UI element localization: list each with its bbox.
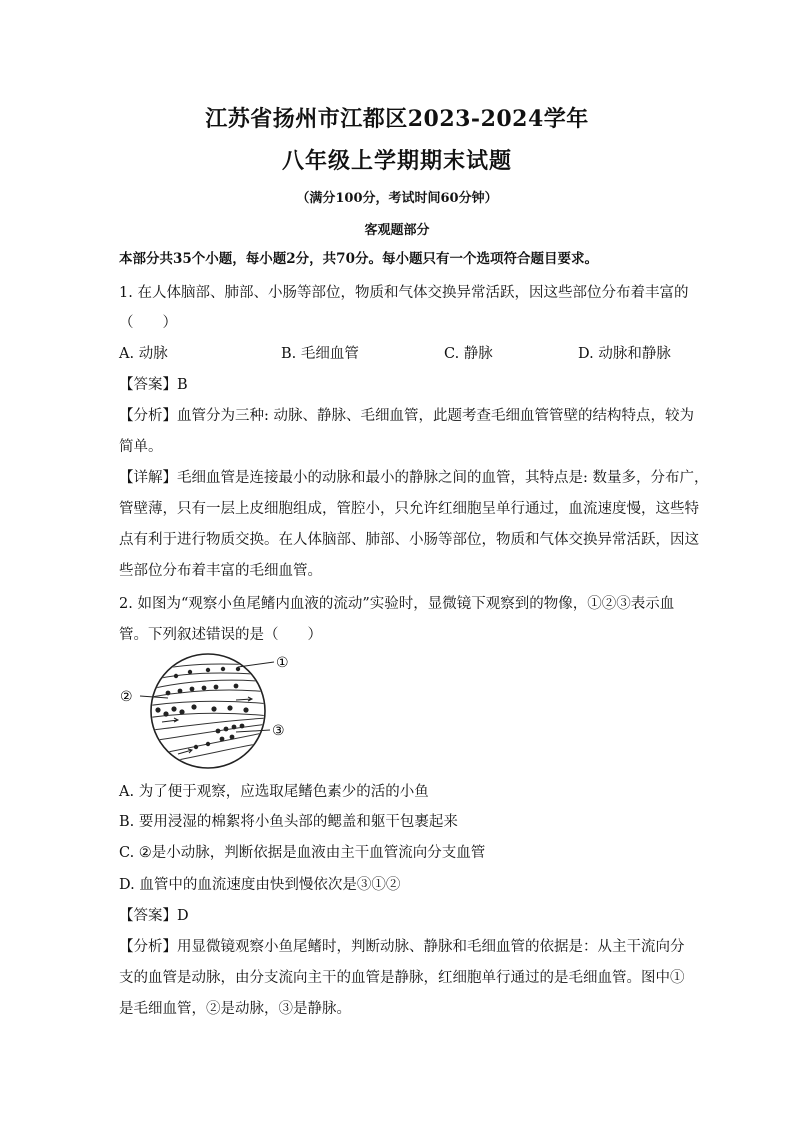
q1-analysis-line1: 【分析】血管分为三种: 动脉、静脉、毛细血管，此题考查毛细血管管壁的结构特点，较为 (119, 408, 694, 424)
exam-title: 江苏省扬州市江都区2023-2024学年 (205, 106, 589, 132)
q1-stem-line2: （ ） (119, 315, 177, 331)
q2-option-d: D. 血管中的血流速度由快到慢依次是③①② (119, 877, 401, 893)
q2-stem-line2: 管。下列叙述错误的是（ ） (119, 627, 322, 643)
q1-option-b: B. 毛细血管 (281, 346, 359, 362)
q2-answer: 【答案】D (119, 908, 189, 924)
q1-detail-line1: 【详解】毛细血管是连接最小的动脉和最小的静脉之间的血管，其特点是: 数量多，分布广， (119, 470, 709, 486)
q2-option-b: B. 要用浸湿的棉絮将小鱼头部的鳃盖和躯干包裹起来 (119, 814, 458, 830)
q2-analysis-line3: 是毛细血管，②是动脉，③是静脉。 (119, 1001, 351, 1017)
q1-detail-line4: 些部位分布着丰富的毛细血管。 (119, 563, 322, 579)
figure-label-1: ① (276, 655, 289, 671)
q1-detail-line2: 管壁薄，只有一层上皮细胞组成，管腔小，只允许红细胞呈单行通过，血流速度慢，这些特 (119, 501, 699, 517)
q1-option-d: D. 动脉和静脉 (578, 346, 671, 362)
microscope-field-figure (118, 648, 298, 774)
q1-analysis-line2: 简单。 (119, 439, 163, 455)
exam-subtitle-grade: 八年级上学期期末试题 (281, 148, 512, 174)
leader-line-3 (236, 730, 270, 732)
q2-stem-line1: 2. 如图为“观察小鱼尾鳍内血液的流动”实验时，显微镜下观察到的物像，①②③表示血 (119, 596, 675, 612)
section-instructions: 本部分共35个小题，每小题2分，共70分。每小题只有一个选项符合题目要求。 (119, 251, 598, 267)
exam-score-time: （满分100分，考试时间60分钟） (296, 191, 498, 206)
q1-option-c: C. 静脉 (444, 346, 493, 362)
figure-label-3: ③ (272, 723, 285, 739)
q1-answer: 【答案】B (119, 377, 188, 393)
figure-label-2: ② (120, 689, 133, 705)
q2-option-a: A. 为了便于观察，应选取尾鳍色素少的活的小鱼 (119, 784, 429, 800)
q1-stem-line1: 1. 在人体脑部、肺部、小肠等部位，物质和气体交换异常活跃，因这些部位分布着丰富的 (119, 285, 689, 301)
section-heading: 客观题部分 (364, 223, 430, 238)
q1-detail-line3: 点有利于进行物质交换。在人体脑部、肺部、小肠等部位，物质和气体交换异常活跃，因这 (119, 532, 699, 548)
leader-line-1 (238, 662, 274, 667)
q2-analysis-line2: 支的血管是动脉，由分支流向主干的血管是静脉，红细胞单行通过的是毛细血管。图中① (119, 970, 685, 986)
blood-cells (155, 667, 248, 749)
q2-analysis-line1: 【分析】用显微镜观察小鱼尾鳍时，判断动脉、静脉和毛细血管的依据是：从主干流向分 (119, 939, 685, 955)
q2-option-c: C. ②是小动脉，判断依据是血液由主干血管流向分支血管 (119, 845, 486, 861)
q1-option-a: A. 动脉 (119, 346, 168, 362)
